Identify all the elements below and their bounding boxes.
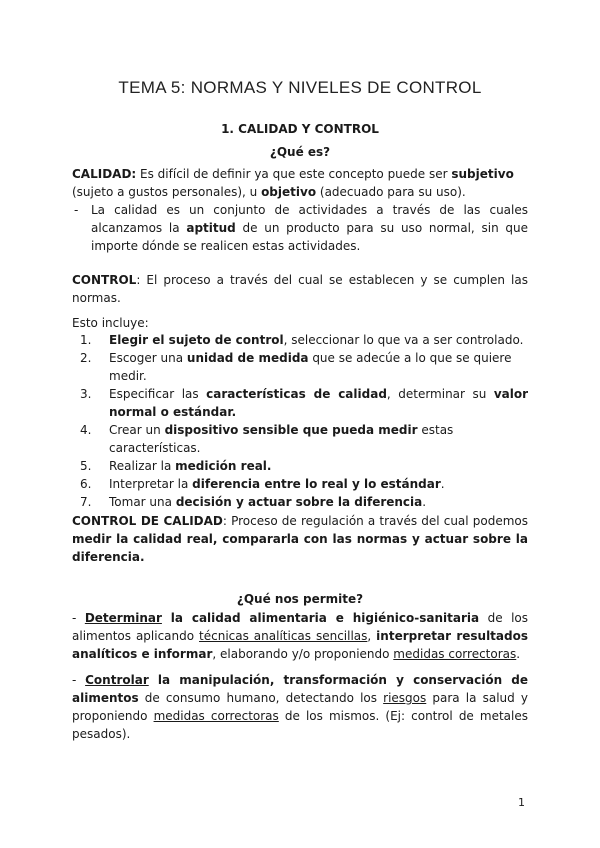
- control-paragraph: CONTROL: El proceso a través del cual se establecen y se cumplen las normas.: [72, 273, 528, 305]
- list-item: 5. Realizar la medición real.: [80, 459, 272, 473]
- list-item: 7. Tomar una decisión y actuar sobre la diferencia.: [80, 495, 427, 509]
- permite-paragraph-1: - Determinar la calidad alimentaria e higiénico-sanitaria de los alimentos aplicando técnicas analíticas sencillas, interpretar resultados analíticos e informar, elaborando y/o proponiendo medidas correctoras.: [72, 611, 528, 661]
- list-item: 6. Interpretar la diferencia entre lo real y lo estándar.: [80, 477, 445, 491]
- calidad-paragraph: CALIDAD: Es difícil de definir ya que este concepto puede ser subjetivo (sujeto a gustos personales), u objetivo (adecuado para su uso).: [72, 167, 514, 199]
- page-number: 1: [518, 796, 525, 809]
- page-title: TEMA 5: NORMAS Y NIVELES DE CONTROL: [118, 78, 482, 97]
- permite-heading: ¿Qué nos permite?: [236, 592, 364, 606]
- list-item: 1. Elegir el sujeto de control, seleccionar lo que va a ser controlado.: [80, 333, 524, 347]
- question-heading: ¿Qué es?: [269, 145, 331, 159]
- section-heading: 1. CALIDAD Y CONTROL: [221, 122, 379, 136]
- calidad-bullet: - La calidad es un conjunto de actividades a través de las cuales alcanzamos la aptitud de un producto para su uso normal, sin que importe dónde se realicen estas actividades.: [74, 203, 529, 253]
- list-item: 2. Escoger una unidad de medida que se adecúe a lo que se quiere medir.: [80, 351, 512, 383]
- control-calidad-paragraph: CONTROL DE CALIDAD: Proceso de regulación a través del cual podemos medir la calidad real, compararla con las normas y actuar sobre la diferencia.: [72, 514, 528, 564]
- includes-intro: Esto incluye:: [72, 316, 149, 330]
- permite-paragraph-2: - Controlar la manipulación, transformación y conservación de alimentos de consumo humano, detectando los riesgos para la salud y proponiendo medidas correctoras de los mismos. (Ej: control de metales pesados).: [72, 673, 529, 741]
- list-item: 3. Especificar las características de calidad, determinar su valor normal o estándar.: [80, 387, 529, 419]
- control-steps-list: [72, 331, 528, 511]
- list-item: 4. Crear un dispositivo sensible que pueda medir estas características.: [80, 423, 454, 455]
